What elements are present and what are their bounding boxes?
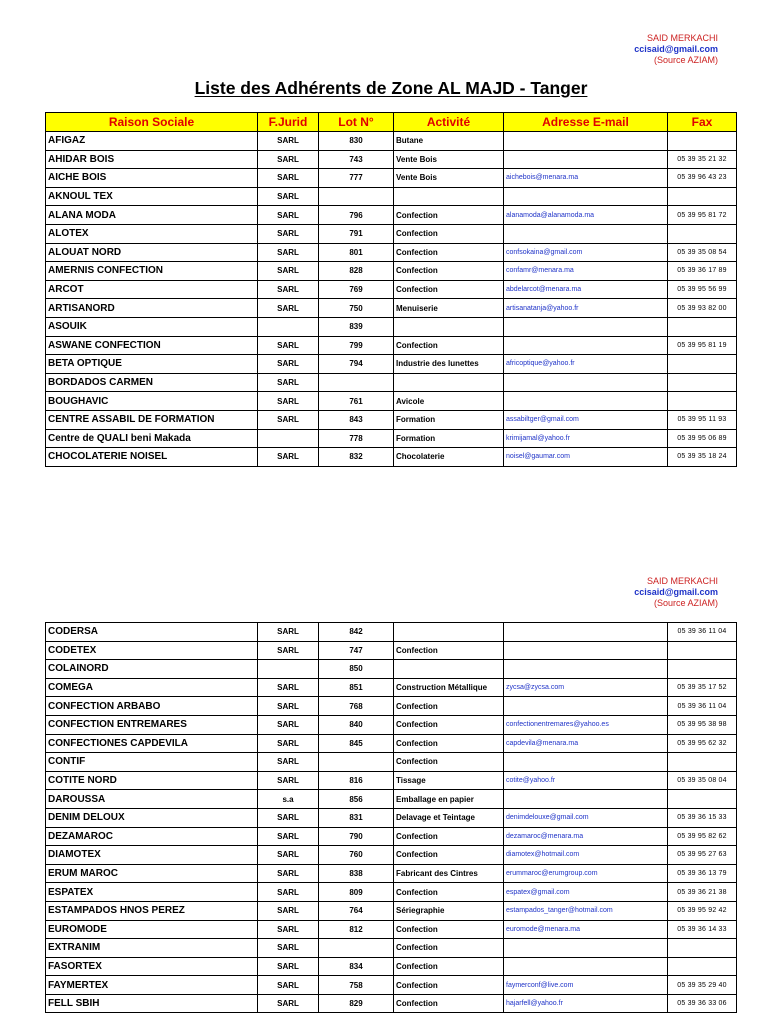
forme-juridique-cell: SARL — [258, 641, 319, 660]
adherents-table-1 — [45, 112, 737, 467]
lot-number-cell: 790 — [319, 827, 394, 846]
table-row — [46, 262, 737, 281]
forme-juridique-cell: SARL — [258, 336, 319, 355]
company-name-cell: ASOUIK — [46, 317, 258, 336]
company-name-cell: CENTRE ASSABIL DE FORMATION — [46, 410, 258, 429]
fax-cell — [668, 753, 737, 772]
lot-number-cell: 760 — [319, 846, 394, 865]
email-cell — [504, 753, 668, 772]
forme-juridique-cell: SARL — [258, 846, 319, 865]
author-email[interactable]: ccisaid@gmail.com — [634, 44, 718, 54]
table-row — [46, 771, 737, 790]
company-name-cell: CONTIF — [46, 753, 258, 772]
activite-cell: Confection — [394, 697, 504, 716]
email-cell[interactable]: assabiltger@gmail.com — [504, 410, 668, 429]
table-row — [46, 734, 737, 753]
activite-cell: Sériegraphie — [394, 901, 504, 920]
table-row — [46, 939, 737, 958]
forme-juridique-cell: SARL — [258, 224, 319, 243]
table-row — [46, 623, 737, 642]
fax-cell — [668, 317, 737, 336]
company-name-cell: CONFECTION ARBABO — [46, 697, 258, 716]
fax-cell — [668, 132, 737, 151]
email-cell[interactable]: confamr@menara.ma — [504, 262, 668, 281]
forme-juridique-cell: SARL — [258, 132, 319, 151]
company-name-cell: CONFECTION ENTREMARES — [46, 715, 258, 734]
email-cell — [504, 373, 668, 392]
company-name-cell: BOUGHAVIC — [46, 392, 258, 411]
table-header-row — [46, 113, 737, 132]
fax-cell — [668, 790, 737, 809]
email-cell[interactable]: africoptique@yahoo.fr — [504, 355, 668, 374]
fax-cell: 05 39 35 21 32 — [668, 150, 737, 169]
fax-cell: 05 39 36 13 79 — [668, 864, 737, 883]
activite-cell: Confection — [394, 994, 504, 1013]
activite-cell — [394, 623, 504, 642]
fax-cell — [668, 187, 737, 206]
email-cell — [504, 660, 668, 679]
email-cell[interactable]: erummaroc@erumgroup.com — [504, 864, 668, 883]
forme-juridique-cell — [258, 317, 319, 336]
col-header-activite: Activité — [394, 113, 504, 132]
company-name-cell: BETA OPTIQUE — [46, 355, 258, 374]
table-row — [46, 678, 737, 697]
lot-number-cell — [319, 753, 394, 772]
col-header-raison-sociale: Raison Sociale — [46, 113, 258, 132]
activite-cell: Confection — [394, 715, 504, 734]
email-cell — [504, 392, 668, 411]
company-name-cell: ARTISANORD — [46, 299, 258, 318]
forme-juridique-cell: SARL — [258, 280, 319, 299]
activite-cell: Tissage — [394, 771, 504, 790]
email-cell[interactable]: abdelarcot@menara.ma — [504, 280, 668, 299]
lot-number-cell: 801 — [319, 243, 394, 262]
forme-juridique-cell: SARL — [258, 150, 319, 169]
company-name-cell: CODETEX — [46, 641, 258, 660]
company-name-cell: AICHE BOIS — [46, 169, 258, 188]
email-cell[interactable]: diamotex@hotmail.com — [504, 846, 668, 865]
table-row — [46, 753, 737, 772]
company-name-cell: ALOTEX — [46, 224, 258, 243]
email-cell[interactable]: estampados_tanger@hotmail.com — [504, 901, 668, 920]
activite-cell: Confection — [394, 641, 504, 660]
activite-cell: Avicole — [394, 392, 504, 411]
table-row — [46, 336, 737, 355]
activite-cell — [394, 317, 504, 336]
forme-juridique-cell: SARL — [258, 448, 319, 467]
lot-number-cell: 834 — [319, 957, 394, 976]
table-row — [46, 150, 737, 169]
forme-juridique-cell: SARL — [258, 864, 319, 883]
forme-juridique-cell: SARL — [258, 901, 319, 920]
forme-juridique-cell: SARL — [258, 299, 319, 318]
fax-cell — [668, 224, 737, 243]
email-cell[interactable]: dezamaroc@menara.ma — [504, 827, 668, 846]
table-row — [46, 317, 737, 336]
fax-cell — [668, 641, 737, 660]
email-cell — [504, 150, 668, 169]
forme-juridique-cell: SARL — [258, 883, 319, 902]
fax-cell: 05 39 36 11 04 — [668, 623, 737, 642]
company-name-cell: ESPATEX — [46, 883, 258, 902]
forme-juridique-cell: SARL — [258, 697, 319, 716]
email-cell[interactable]: capdevila@menara.ma — [504, 734, 668, 753]
author-email[interactable]: ccisaid@gmail.com — [634, 587, 718, 597]
activite-cell: Confection — [394, 243, 504, 262]
forme-juridique-cell: SARL — [258, 392, 319, 411]
fax-cell — [668, 392, 737, 411]
table-row — [46, 846, 737, 865]
author-name: SAID MERKACHI — [646, 576, 718, 586]
lot-number-cell: 832 — [319, 448, 394, 467]
lot-number-cell: 830 — [319, 132, 394, 151]
company-name-cell: AKNOUL TEX — [46, 187, 258, 206]
email-cell — [504, 641, 668, 660]
email-cell[interactable]: aichebois@menara.ma — [504, 169, 668, 188]
lot-number-cell: 829 — [319, 994, 394, 1013]
table-row — [46, 448, 737, 467]
forme-juridique-cell: SARL — [258, 678, 319, 697]
activite-cell: Confection — [394, 206, 504, 225]
table-row — [46, 132, 737, 151]
lot-number-cell: 796 — [319, 206, 394, 225]
author-name: SAID MERKACHI — [646, 33, 718, 43]
company-name-cell: COMEGA — [46, 678, 258, 697]
forme-juridique-cell: SARL — [258, 206, 319, 225]
fax-cell: 05 39 95 11 93 — [668, 410, 737, 429]
table-row — [46, 715, 737, 734]
table-row — [46, 355, 737, 374]
forme-juridique-cell: s.a — [258, 790, 319, 809]
activite-cell: Construction Métallique — [394, 678, 504, 697]
lot-number-cell: 750 — [319, 299, 394, 318]
activite-cell — [394, 660, 504, 679]
fax-cell — [668, 355, 737, 374]
email-cell[interactable]: confectionentremares@yahoo.es — [504, 715, 668, 734]
company-name-cell: CHOCOLATERIE NOISEL — [46, 448, 258, 467]
forme-juridique-cell: SARL — [258, 976, 319, 995]
activite-cell: Confection — [394, 939, 504, 958]
email-cell — [504, 317, 668, 336]
activite-cell: Confection — [394, 883, 504, 902]
table-row — [46, 243, 737, 262]
lot-number-cell: 856 — [319, 790, 394, 809]
company-name-cell: ALOUAT NORD — [46, 243, 258, 262]
company-name-cell: EXTRANIM — [46, 939, 258, 958]
email-cell — [504, 697, 668, 716]
fax-cell: 05 39 36 21 38 — [668, 883, 737, 902]
table-row — [46, 429, 737, 448]
fax-cell: 05 39 95 27 63 — [668, 846, 737, 865]
activite-cell: Vente Bois — [394, 150, 504, 169]
company-name-cell: FAYMERTEX — [46, 976, 258, 995]
forme-juridique-cell: SARL — [258, 373, 319, 392]
lot-number-cell: 816 — [319, 771, 394, 790]
company-name-cell: Centre de QUALI beni Makada — [46, 429, 258, 448]
company-name-cell: DENIM DELOUX — [46, 808, 258, 827]
email-cell — [504, 939, 668, 958]
fax-cell: 05 39 35 08 04 — [668, 771, 737, 790]
company-name-cell: ASWANE CONFECTION — [46, 336, 258, 355]
fax-cell: 05 39 36 14 33 — [668, 920, 737, 939]
email-cell[interactable]: krimijamal@yahoo.fr — [504, 429, 668, 448]
forme-juridique-cell: SARL — [258, 734, 319, 753]
fax-cell: 05 39 36 33 06 — [668, 994, 737, 1013]
lot-number-cell: 838 — [319, 864, 394, 883]
forme-juridique-cell: SARL — [258, 939, 319, 958]
company-name-cell: COTITE NORD — [46, 771, 258, 790]
table-row — [46, 808, 737, 827]
table-row — [46, 920, 737, 939]
activite-cell: Confection — [394, 976, 504, 995]
company-name-cell: DAROUSSA — [46, 790, 258, 809]
activite-cell: Fabricant des Cintres — [394, 864, 504, 883]
activite-cell: Confection — [394, 280, 504, 299]
company-name-cell: EUROMODE — [46, 920, 258, 939]
lot-number-cell — [319, 939, 394, 958]
company-name-cell: CODERSA — [46, 623, 258, 642]
forme-juridique-cell — [258, 660, 319, 679]
table-row — [46, 187, 737, 206]
col-header-fax: Fax — [668, 113, 737, 132]
email-cell[interactable]: confsokaina@gmail.com — [504, 243, 668, 262]
table-row — [46, 864, 737, 883]
activite-cell: Confection — [394, 846, 504, 865]
activite-cell — [394, 373, 504, 392]
company-name-cell: COLAINORD — [46, 660, 258, 679]
email-cell — [504, 336, 668, 355]
table-row — [46, 901, 737, 920]
fax-cell — [668, 373, 737, 392]
fax-cell: 05 39 35 29 40 — [668, 976, 737, 995]
company-name-cell: ALANA MODA — [46, 206, 258, 225]
activite-cell: Confection — [394, 827, 504, 846]
forme-juridique-cell: SARL — [258, 827, 319, 846]
table-row — [46, 994, 737, 1013]
activite-cell: Industrie des lunettes — [394, 355, 504, 374]
adherents-table-2 — [45, 622, 737, 1013]
lot-number-cell: 761 — [319, 392, 394, 411]
forme-juridique-cell — [258, 429, 319, 448]
activite-cell: Confection — [394, 336, 504, 355]
table-row — [46, 169, 737, 188]
source-block-2 — [634, 576, 718, 609]
forme-juridique-cell: SARL — [258, 771, 319, 790]
page-title: Liste des Adhérents de Zone AL MAJD - Tanger — [194, 78, 588, 98]
forme-juridique-cell: SARL — [258, 715, 319, 734]
activite-cell: Menuiserie — [394, 299, 504, 318]
forme-juridique-cell: SARL — [258, 957, 319, 976]
forme-juridique-cell: SARL — [258, 623, 319, 642]
fax-cell: 05 39 36 11 04 — [668, 697, 737, 716]
activite-cell: Confection — [394, 224, 504, 243]
lot-number-cell: 842 — [319, 623, 394, 642]
company-name-cell: DEZAMAROC — [46, 827, 258, 846]
fax-cell: 05 39 95 62 32 — [668, 734, 737, 753]
forme-juridique-cell: SARL — [258, 808, 319, 827]
email-cell — [504, 957, 668, 976]
fax-cell: 05 39 35 08 54 — [668, 243, 737, 262]
email-cell — [504, 187, 668, 206]
company-name-cell: FASORTEX — [46, 957, 258, 976]
table-row — [46, 224, 737, 243]
lot-number-cell: 777 — [319, 169, 394, 188]
fax-cell: 05 39 95 06 89 — [668, 429, 737, 448]
col-header-forme-juridique: F.Jurid — [258, 113, 319, 132]
table-row — [46, 206, 737, 225]
email-cell[interactable]: alanamoda@alanamoda.ma — [504, 206, 668, 225]
table-row — [46, 373, 737, 392]
table-row — [46, 641, 737, 660]
lot-number-cell: 778 — [319, 429, 394, 448]
fax-cell — [668, 957, 737, 976]
lot-number-cell: 812 — [319, 920, 394, 939]
lot-number-cell: 794 — [319, 355, 394, 374]
company-name-cell: AMERNIS CONFECTION — [46, 262, 258, 281]
fax-cell: 05 39 36 17 89 — [668, 262, 737, 281]
forme-juridique-cell: SARL — [258, 243, 319, 262]
lot-number-cell: 839 — [319, 317, 394, 336]
activite-cell: Confection — [394, 920, 504, 939]
lot-number-cell: 747 — [319, 641, 394, 660]
email-cell — [504, 623, 668, 642]
table-row — [46, 883, 737, 902]
fax-cell: 05 39 96 43 23 — [668, 169, 737, 188]
fax-cell: 05 39 95 38 98 — [668, 715, 737, 734]
fax-cell: 05 39 95 56 99 — [668, 280, 737, 299]
lot-number-cell: 831 — [319, 808, 394, 827]
table-row — [46, 697, 737, 716]
email-cell[interactable]: euromode@menara.ma — [504, 920, 668, 939]
lot-number-cell: 758 — [319, 976, 394, 995]
col-header-email: Adresse E-mail — [504, 113, 668, 132]
forme-juridique-cell: SARL — [258, 920, 319, 939]
lot-number-cell: 764 — [319, 901, 394, 920]
activite-cell: Butane — [394, 132, 504, 151]
forme-juridique-cell: SARL — [258, 994, 319, 1013]
table-row — [46, 976, 737, 995]
fax-cell: 05 39 95 92 42 — [668, 901, 737, 920]
table-row — [46, 957, 737, 976]
table-row — [46, 790, 737, 809]
company-name-cell: DIAMOTEX — [46, 846, 258, 865]
fax-cell: 05 39 36 15 33 — [668, 808, 737, 827]
company-name-cell: ERUM MAROC — [46, 864, 258, 883]
email-cell — [504, 224, 668, 243]
company-name-cell: AFIGAZ — [46, 132, 258, 151]
email-cell[interactable]: zycsa@zycsa.com — [504, 678, 668, 697]
lot-number-cell: 799 — [319, 336, 394, 355]
email-cell[interactable]: faymerconf@live.com — [504, 976, 668, 995]
lot-number-cell: 851 — [319, 678, 394, 697]
activite-cell: Confection — [394, 262, 504, 281]
email-cell[interactable]: denimdelouxe@gmail.com — [504, 808, 668, 827]
forme-juridique-cell: SARL — [258, 410, 319, 429]
activite-cell: Vente Bois — [394, 169, 504, 188]
lot-number-cell: 828 — [319, 262, 394, 281]
activite-cell — [394, 187, 504, 206]
activite-cell: Formation — [394, 410, 504, 429]
table-row — [46, 827, 737, 846]
forme-juridique-cell: SARL — [258, 753, 319, 772]
company-name-cell: CONFECTIONES CAPDEVILA — [46, 734, 258, 753]
email-cell[interactable]: noisel@gaumar.com — [504, 448, 668, 467]
table-row — [46, 299, 737, 318]
fax-cell: 05 39 95 81 72 — [668, 206, 737, 225]
table-row — [46, 660, 737, 679]
forme-juridique-cell: SARL — [258, 169, 319, 188]
company-name-cell: AHIDAR BOIS — [46, 150, 258, 169]
forme-juridique-cell: SARL — [258, 187, 319, 206]
company-name-cell: BORDADOS CARMEN — [46, 373, 258, 392]
company-name-cell: ARCOT — [46, 280, 258, 299]
fax-cell — [668, 660, 737, 679]
email-cell — [504, 790, 668, 809]
activite-cell: Confection — [394, 734, 504, 753]
company-name-cell: ESTAMPADOS HNOS PEREZ — [46, 901, 258, 920]
fax-cell: 05 39 35 18 24 — [668, 448, 737, 467]
table-row — [46, 410, 737, 429]
fax-cell: 05 39 35 17 52 — [668, 678, 737, 697]
lot-number-cell: 840 — [319, 715, 394, 734]
activite-cell: Formation — [394, 429, 504, 448]
source-note: (Source AZIAM) — [653, 598, 718, 608]
fax-cell: 05 39 93 82 00 — [668, 299, 737, 318]
source-block — [634, 33, 718, 66]
table-row — [46, 280, 737, 299]
activite-cell: Confection — [394, 957, 504, 976]
company-name-cell: FELL SBIH — [46, 994, 258, 1013]
lot-number-cell: 743 — [319, 150, 394, 169]
lot-number-cell: 843 — [319, 410, 394, 429]
col-header-lot: Lot N° — [319, 113, 394, 132]
table-row — [46, 392, 737, 411]
fax-cell: 05 39 95 81 19 — [668, 336, 737, 355]
lot-number-cell: 845 — [319, 734, 394, 753]
fax-cell: 05 39 95 82 62 — [668, 827, 737, 846]
email-cell[interactable]: cotite@yahoo.fr — [504, 771, 668, 790]
email-cell[interactable]: hajarfell@yahoo.fr — [504, 994, 668, 1013]
forme-juridique-cell: SARL — [258, 262, 319, 281]
lot-number-cell: 769 — [319, 280, 394, 299]
email-cell[interactable]: espatex@gmail.com — [504, 883, 668, 902]
email-cell[interactable]: artisanatanja@yahoo.fr — [504, 299, 668, 318]
activite-cell: Emballage en papier — [394, 790, 504, 809]
activite-cell: Chocolaterie — [394, 448, 504, 467]
email-cell — [504, 132, 668, 151]
lot-number-cell: 768 — [319, 697, 394, 716]
activite-cell: Confection — [394, 753, 504, 772]
fax-cell — [668, 939, 737, 958]
forme-juridique-cell: SARL — [258, 355, 319, 374]
lot-number-cell — [319, 373, 394, 392]
lot-number-cell — [319, 187, 394, 206]
lot-number-cell: 850 — [319, 660, 394, 679]
lot-number-cell: 791 — [319, 224, 394, 243]
activite-cell: Delavage et Teintage — [394, 808, 504, 827]
lot-number-cell: 809 — [319, 883, 394, 902]
source-note: (Source AZIAM) — [653, 55, 718, 65]
